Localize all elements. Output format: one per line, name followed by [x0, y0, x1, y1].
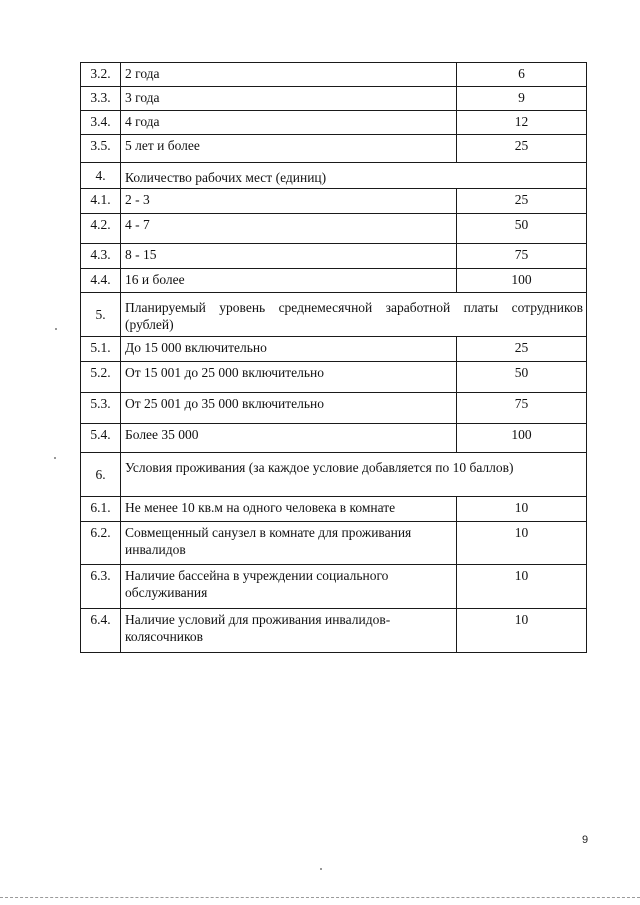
row-number: 3.2.: [81, 63, 121, 87]
table-row: [81, 609, 587, 653]
criterion-label: Наличие бассейна в учреждении социального обслуживания: [121, 565, 457, 609]
criterion-label: До 15 000 включительно: [121, 337, 457, 362]
row-number: 4.4.: [81, 269, 121, 293]
score-value: 12: [457, 111, 587, 135]
page-number: 9: [582, 834, 589, 846]
row-number: 5.4.: [81, 424, 121, 453]
criterion-label: 5 лет и более: [121, 135, 457, 163]
score-value: 50: [457, 214, 587, 244]
score-value: 100: [457, 424, 587, 453]
table-row: [81, 362, 587, 393]
table-row: [81, 522, 587, 565]
row-number: 5.1.: [81, 337, 121, 362]
row-number: 6.1.: [81, 497, 121, 522]
score-value: 75: [457, 244, 587, 269]
score-value: 10: [457, 565, 587, 609]
row-number: 3.3.: [81, 87, 121, 111]
table-row: [81, 424, 587, 453]
row-number: 3.4.: [81, 111, 121, 135]
table-row: [81, 214, 587, 244]
row-number: 6.3.: [81, 565, 121, 609]
scan-speck: [55, 328, 57, 330]
score-value: 9: [457, 87, 587, 111]
criterion-label: 3 года: [121, 87, 457, 111]
criterion-label: 4 - 7: [121, 214, 457, 244]
row-number: 5.: [81, 293, 121, 337]
table-row: [81, 189, 587, 214]
score-value: 10: [457, 609, 587, 653]
table-row: [81, 135, 587, 163]
score-value: 10: [457, 522, 587, 565]
table-row: [81, 244, 587, 269]
criterion-label: Не менее 10 кв.м на одного человека в комнате: [121, 497, 457, 522]
section-row: [81, 293, 587, 337]
score-value: 100: [457, 269, 587, 293]
score-value: 50: [457, 362, 587, 393]
bottom-rule: [0, 897, 640, 898]
criteria-table: [80, 62, 587, 653]
section-title: Планируемый уровень среднемесячной заработной платы сотрудников (рублей): [121, 293, 587, 337]
score-value: 10: [457, 497, 587, 522]
score-value: 25: [457, 189, 587, 214]
table-row: [81, 269, 587, 293]
table-row: [81, 497, 587, 522]
section-row: [81, 163, 587, 189]
criterion-label: От 25 001 до 35 000 включительно: [121, 393, 457, 424]
criterion-label: 8 - 15: [121, 244, 457, 269]
score-value: 75: [457, 393, 587, 424]
table-row: [81, 337, 587, 362]
criterion-label: 16 и более: [121, 269, 457, 293]
row-number: 4.1.: [81, 189, 121, 214]
criterion-label: 4 года: [121, 111, 457, 135]
row-number: 6.4.: [81, 609, 121, 653]
row-number: 4.: [81, 163, 121, 189]
criterion-label: Совмещенный санузел в комнате для проживания инвалидов: [121, 522, 457, 565]
row-number: 6.2.: [81, 522, 121, 565]
row-number: 3.5.: [81, 135, 121, 163]
row-number: 4.2.: [81, 214, 121, 244]
row-number: 4.3.: [81, 244, 121, 269]
scan-speck: [54, 457, 56, 459]
section-row: [81, 453, 587, 497]
table-row: [81, 63, 587, 87]
row-number: 5.2.: [81, 362, 121, 393]
criterion-label: От 15 001 до 25 000 включительно: [121, 362, 457, 393]
criterion-label: 2 - 3: [121, 189, 457, 214]
criterion-label: 2 года: [121, 63, 457, 87]
table-row: [81, 565, 587, 609]
criterion-label: Более 35 000: [121, 424, 457, 453]
section-title: Условия проживания (за каждое условие добавляется по 10 баллов): [121, 453, 587, 497]
table-row: [81, 111, 587, 135]
row-number: 6.: [81, 453, 121, 497]
scan-speck: [320, 868, 322, 870]
score-value: 25: [457, 135, 587, 163]
row-number: 5.3.: [81, 393, 121, 424]
criterion-label: Наличие условий для проживания инвалидов-колясочников: [121, 609, 457, 653]
table-row: [81, 393, 587, 424]
section-title: Количество рабочих мест (единиц): [121, 163, 587, 189]
table-row: [81, 87, 587, 111]
score-value: 6: [457, 63, 587, 87]
score-value: 25: [457, 337, 587, 362]
